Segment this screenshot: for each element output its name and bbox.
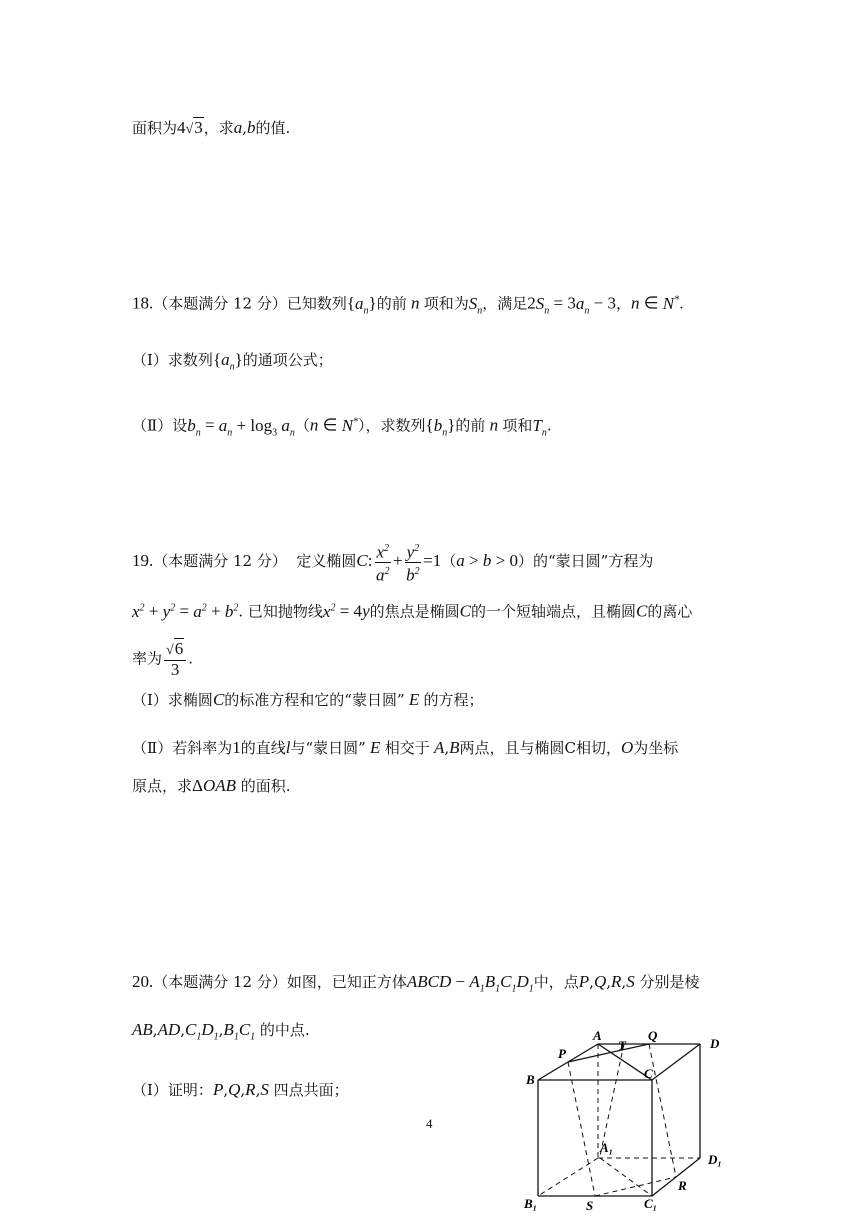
q19-part1: （Ⅰ）求椭圆C的标准方程和它的“蒙日圆” E 的方程； — [132, 690, 484, 709]
q19-stem-line1: 19.（本题满分 12 分） 定义椭圆C: $\frac{x^2}{a^2}$ + $\frac{y^2}{b^2}$ =1（a > b > 0）的“蒙日圆”方程为 — [132, 540, 653, 584]
label-R: R — [678, 1178, 687, 1193]
q19-stem-line3: 率为 $\frac{√6}{3}$ . — [132, 639, 193, 679]
label-P: P — [558, 1046, 566, 1061]
q20-stem-line1: 20.（本题满分 12 分）如图，已知正方体ABCD − $A_1B_1C_1D_1$中，点P,Q,R,S 分别是棱 — [132, 972, 700, 995]
cube-figure — [520, 1028, 745, 1214]
label-D: D — [710, 1036, 720, 1051]
label-A: A — [593, 1028, 602, 1043]
prev-question-tail: 面积为4√3，求a,b的值. — [132, 118, 291, 137]
q18-stem: 18.（本题满分 12 分）已知数列$\{a_n\}$的前 n 项和为$S_n$，满足$2S_n = 3a_n - 3$，n ∈ N*. — [132, 293, 684, 317]
q18-part2: （Ⅱ）设$b_n = a_n + \log_3 a_n(n$ ∈ N*），求数列$\{b_n\}$的前 n 项和$T_n$. — [132, 415, 552, 439]
label-D1: D₁ — [708, 1152, 722, 1167]
label-A1: A₁ — [600, 1140, 614, 1155]
q19-part2-line2: 原点，求ΔOAB 的面积. — [132, 776, 291, 795]
label-C: C — [644, 1066, 653, 1081]
q19-part2-line1: （Ⅱ）若斜率为1的直线l与“蒙日圆” E 相交于 A,B两点，且与椭圆C相切，O为坐标 — [132, 738, 679, 757]
q19-stem-line2: $x^2 + y^2 = a^2 + b^2$. 已知抛物线$x^2 = 4y$的焦点是椭圆C的一个短轴端点，且椭圆C的离心 — [132, 601, 693, 621]
label-C1: C₁ — [644, 1196, 658, 1211]
label-Q: Q — [648, 1028, 658, 1043]
label-B1: B₁ — [524, 1196, 538, 1211]
label-T: T — [618, 1038, 626, 1053]
q20-part1: （Ⅰ）证明：P,Q,R,S 四点共面； — [132, 1080, 349, 1099]
label-S: S — [586, 1198, 594, 1213]
label-B: B — [526, 1072, 535, 1087]
q18-part1: （Ⅰ）求数列$\{a_n\}$的通项公式； — [132, 350, 333, 373]
page-number: 4 — [426, 1116, 433, 1131]
q20-stem-line2: $AB,AD,C_1D_1,B_1C_1$ 的中点. — [132, 1020, 310, 1043]
